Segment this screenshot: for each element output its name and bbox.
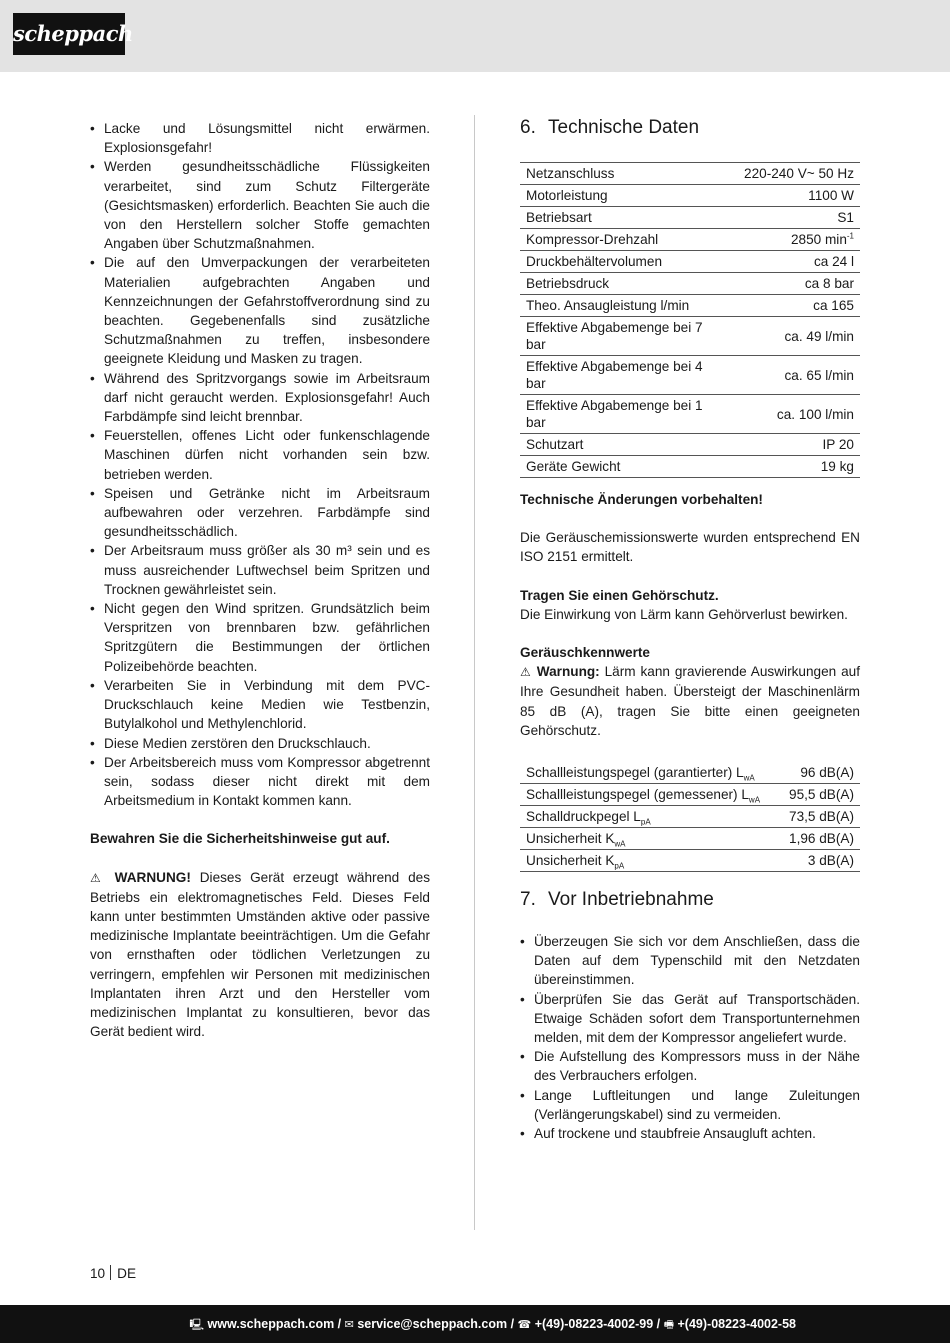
table-row: Effektive Abgabemenge bei 7 bar ca. 49 l/min: [520, 317, 860, 356]
website-link[interactable]: www.scheppach.com: [207, 1317, 335, 1331]
table-row: Motorleistung 1100 W: [520, 185, 860, 207]
list-item: • Während des Spritzvorgangs sowie im Arbeitsraum darf nicht geraucht werden. Explosionsgefahr! Auch Farbdämpfe sind leicht brennbar.: [90, 369, 430, 427]
table-row: Theo. Ansaugleistung l/min ca 165: [520, 295, 860, 317]
section-7-heading: 7. Vor Inbetriebnahme: [520, 889, 714, 911]
list-item: • Speisen und Getränke nicht im Arbeitsraum aufbewahren oder verzehren. Farbdämpfe sind gesundheitsschädlich.: [90, 484, 430, 542]
table-row: Schallleistungspegel (gemessener) $L_{wA}$ 95,5 dB(A): [520, 784, 860, 806]
technical-data-table: [520, 162, 860, 478]
table-row: Unsicherheit $K_{wA}$ 1,96 dB(A): [520, 828, 860, 850]
hearing-protection-heading: Tragen Sie einen Gehörschutz.: [520, 587, 719, 603]
warning-label: WARNUNG!: [114, 869, 191, 885]
table-row: Druckbehältervolumen ca 24 l: [520, 251, 860, 273]
noise-values-heading: Geräuschkennwerte: [520, 645, 650, 661]
list-item: • Überzeugen Sie sich vor dem Anschließen, dass die Daten auf dem Typenschild mit den Netzdaten übereinstimmen.: [520, 932, 860, 990]
right-column: [520, 116, 860, 1143]
table-row: Schallleistungspegel (garantierter) $L_{wA}$ 96 dB(A): [520, 762, 860, 784]
list-item: • Auf trockene und staubfreie Ansaugluft achten.: [520, 1124, 860, 1143]
list-item: • Lacke und Lösungsmittel nicht erwärmen. Explosionsgefahr!: [90, 119, 430, 157]
table-row: Effektive Abgabemenge bei 4 bar ca. 65 l/min: [520, 356, 860, 395]
table-row: Kompressor-Drehzahl 2850 $\min^{-1}$: [520, 229, 860, 251]
list-item: • Die Aufstellung des Kompressors muss in der Nähe des Verbrauchers erfolgen.: [520, 1047, 860, 1085]
noise-values-table: [520, 762, 860, 872]
footer-band: 🖳 www.scheppach.com / ✉ service@scheppach.com / ☎ +(49)-08223-4002-99 / 🖷 +(49)-08223-4002-58: [0, 1305, 950, 1343]
hearing-protection-text: Die Einwirkung von Lärm kann Gehörverlust bewirken.: [520, 606, 848, 622]
column-divider: [474, 115, 475, 1230]
list-item: • Überprüfen Sie das Gerät auf Transportschäden. Etwaige Schäden sofort dem Transportunternehmen melden, mit dem der Kompressor angeliefert wurde.: [520, 990, 860, 1048]
table-row: Effektive Abgabemenge bei 1 bar ca. 100 l/min: [520, 395, 860, 434]
noise-warning-paragraph: ⚠ Warnung: Lärm kann gravierende Auswirkungen auf Ihre Gesundheit haben. Übersteigt der Maschinenlärm 85 dB (A), tragen Sie bitte einen geeigneten Gehörschutz.: [520, 664, 860, 738]
table-row: Schutzart IP 20: [520, 434, 860, 456]
phone-icon: ☎: [517, 1318, 532, 1331]
list-item: • Nicht gegen den Wind spritzen. Grundsätzlich beim Verspritzen von brennbaren bzw. gefährlichen Spritzgütern die Bestimmungen der örtlichen Polizeibehörde beachten.: [90, 599, 430, 676]
mail-icon: ✉: [344, 1318, 354, 1331]
fax-number: +(49)-08223-4002-58: [677, 1317, 796, 1331]
list-item: • Die auf den Umverpackungen der verarbeiteten Materialien aufgebrachten Angaben und Kennzeichnungen der Gefahrstoffverordnung sind zu beachten. Gegebenenfalls sind zusätzliche Schutzmaßnahmen zu treffen, insbesondere geeignete Kleidung und Masken zu tragen.: [90, 253, 430, 368]
commissioning-bullet-list: [520, 932, 860, 1143]
table-row: Geräte Gewicht 19 kg: [520, 456, 860, 478]
table-row: Schalldruckpegel $L_{pA}$ 73,5 dB(A): [520, 806, 860, 828]
table-row: Unsicherheit $K_{pA}$ 3 dB(A): [520, 850, 860, 872]
noise-emission-text: Die Geräuschemissionswerte wurden entsprechend EN ISO 2151 ermittelt.: [520, 530, 860, 565]
computer-icon: 🖳: [189, 1318, 205, 1331]
list-item: • Verarbeiten Sie in Verbindung mit dem PVC-Druckschlauch keine Medien wie Testbenzin, Butylalkohol und Methylenchlorid.: [90, 676, 430, 734]
table-row: Netzanschluss 220-240 V~ 50 Hz: [520, 163, 860, 185]
left-column: [90, 119, 430, 1041]
warning-triangle-icon: ⚠: [520, 665, 532, 680]
list-item: • Der Arbeitsraum muss größer als 30 m³ sein und es muss ausreichender Luftwechsel beim Spritzen und Trocknen gewährleistet sein.: [90, 541, 430, 599]
warning-text: Dieses Gerät erzeugt während des Betriebs ein elektromagnetisches Feld. Dieses Feld kann unter bestimmten Umständen aktive oder passive medizinische Implantate beeinträchtigen. Um die Gefahr von ernsthaften oder tödlichen Verletzungen zu verringern, empfehlen wir Personen mit medizinischen Implantaten ihren Arzt und den Hersteller vom medizinischen Implantat zu konsultieren, bevor das Gerät bedient wird.: [90, 869, 430, 1040]
changes-notice: Technische Änderungen vorbehalten!: [520, 492, 763, 507]
phone-number: +(49)-08223-4002-99: [534, 1317, 654, 1331]
list-item: • Der Arbeitsbereich muss vom Kompressor abgetrennt sein, sodass dieser nicht direkt mit dem Arbeitsmedium in Kontakt kommen kann.: [90, 753, 430, 811]
table-row: Betriebsart S1: [520, 207, 860, 229]
list-item: • Lange Luftleitungen und lange Zuleitungen (Verlängerungskabel) sind zu vermeiden.: [520, 1086, 860, 1124]
list-item: • Diese Medien zerstören den Druckschlauch.: [90, 734, 430, 753]
header-band: [0, 0, 950, 72]
list-item: • Feuerstellen, offenes Licht oder funkenschlagende Maschinen dürfen nicht vorhanden sein bzw. betrieben werden.: [90, 426, 430, 484]
emf-warning-paragraph: [90, 868, 430, 1042]
table-row: Betriebsdruck ca 8 bar: [520, 273, 860, 295]
page-number: 10 DE: [90, 1266, 137, 1281]
list-item: • Werden gesundheitsschädliche Flüssigkeiten verarbeitet, sind zum Schutz Filtergeräte (Gesichtsmasken) erforderlich. Beachten Sie auch die von den Herstellern solcher Stoffe gemachten Angaben über Schutzmaßnahmen.: [90, 157, 430, 253]
scheppach-logo: scheppach: [13, 13, 125, 55]
section-6-heading: 6. Technische Daten: [520, 117, 700, 138]
safety-bullet-list: [90, 119, 430, 810]
keep-safety-notice: Bewahren Sie die Sicherheitshinweise gut auf.: [90, 831, 390, 847]
fax-icon: 🖷: [663, 1318, 675, 1331]
email-link[interactable]: service@scheppach.com: [357, 1317, 508, 1331]
warning-triangle-icon: ⚠: [90, 870, 106, 885]
